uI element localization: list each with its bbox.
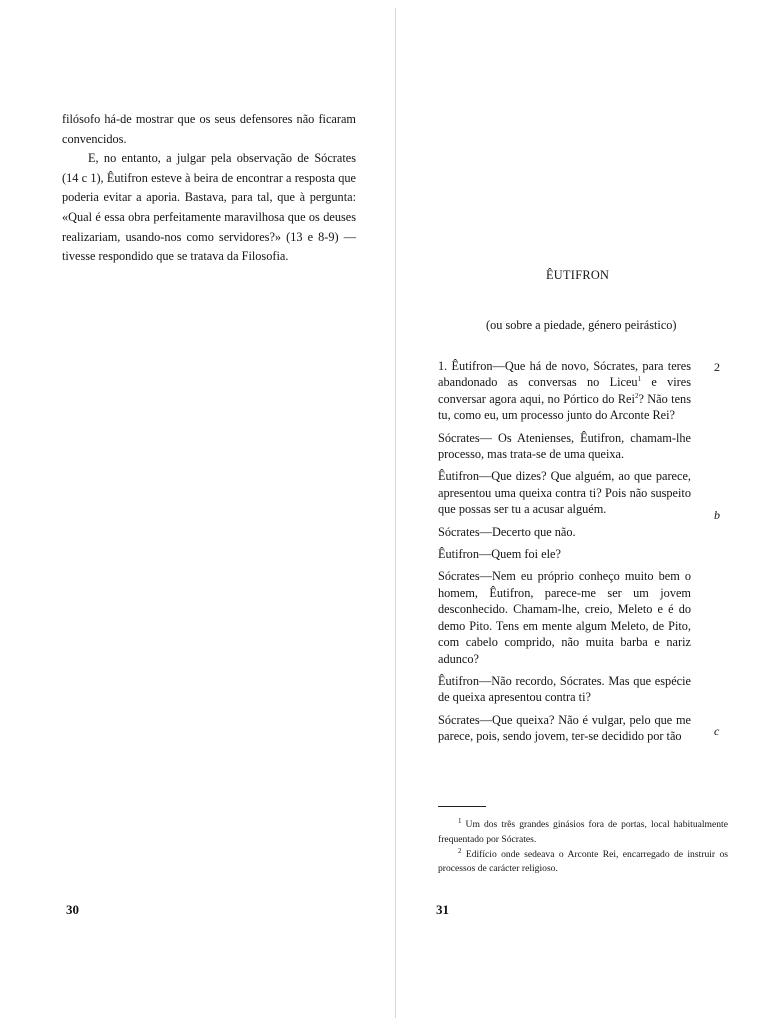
speech-5 (438, 546, 691, 562)
footnote-2 (438, 848, 728, 878)
speaker-name: Êutifron (438, 469, 479, 484)
dialogue-text (438, 358, 691, 751)
margin-marker-b: b (714, 508, 720, 522)
speech-text: Que há de novo, Sócrates, para teres abandonado as conversas no Liceu (438, 359, 692, 390)
dialogue-subtitle: (ou sobre a piedade, género peirástico) (486, 318, 677, 332)
speaker-name: Êutifron (451, 359, 493, 373)
speech-6 (438, 568, 691, 666)
speaker-name: Sócrates (438, 569, 480, 584)
speech-4 (438, 524, 691, 540)
page-number-right: 31 (436, 902, 449, 917)
speech-text-cont: ? Não tens tu, como eu, um processo junto do Arconte Rei? (438, 391, 691, 423)
dialogue-title: ÊUTIFRON (546, 268, 610, 282)
speaker-separator: — (479, 712, 492, 727)
speaker-name: Sócrates (438, 430, 480, 445)
speaker-separator: — (478, 673, 492, 688)
right-page (396, 0, 768, 1024)
margin-marker-c: c (714, 724, 720, 738)
footnote-ref-2: 2 (634, 391, 639, 400)
speech-text: Não recordo, Sócrates. Mas que espécie de queixa apresentou contra ti? (438, 673, 691, 705)
footnotes (438, 818, 728, 877)
speech-text: Quem foi ele? (491, 547, 561, 562)
speaker-name: Sócrates (438, 712, 480, 727)
speech-text: Que dizes? Que alguém, ao que parece, apresentou uma queixa contra ti? Pois não suspeito que possas ser tu a acusar alguém. (438, 469, 691, 517)
speech-text: Os Atenienses, Êutifron, chamam-lhe processo, mas trata-se de uma queixa. (438, 430, 691, 462)
footnote-text: Um dos três grandes ginásios fora de portas, local habitualmente frequentado por Sócrates. (438, 819, 728, 845)
speaker-name: Êutifron (438, 673, 479, 688)
left-page-text (62, 110, 356, 267)
speech-text: Decerto que não. (491, 524, 576, 539)
speaker-separator: — (478, 547, 492, 562)
footnote-number: 2 (458, 846, 462, 855)
section-number: 1. (438, 359, 448, 373)
left-paragraph-2: E, no entanto, a julgar pela observação de Sócrates (14 c 1), Êutifron esteve à beira de encontrar a resposta que poderia evitar a aporia. Bastava, para tal, que à pergunta: «Qual é essa obra perfeitamente maravilhosa que os deuses realizariam, usando-nos como servidores?» (13 e 8-9) — tivesse respondido que se tratava da Filosofia. (62, 151, 356, 264)
speech-text: Nem eu próprio conheço muito bem o homem, Êutifron, parece-me ser um jovem desconhecido. Chamam-lhe, creio, Meleto e é do demo Pito. Tens em mente algum Meleto, de Pito, com cabelo comprido, não muita barba e nariz adunco? (438, 569, 691, 666)
margin-marker-2: 2 (714, 360, 720, 374)
speech-1 (438, 358, 691, 424)
speaker-name: Êutifron (438, 547, 479, 562)
footnote-ref-1: 1 (637, 375, 642, 384)
speaker-separator: — (478, 469, 492, 484)
footnote-text: Edifício onde sedeava o Arconte Rei, encarregado de instruir os processos de carácter religioso. (438, 848, 728, 875)
speech-text-cont: e vires conversar agora aqui, no Pórtico do Rei (438, 375, 691, 406)
speaker-name: Sócrates (438, 524, 480, 539)
speech-text: Que queixa? Não é vulgar, pelo que me parece, pois, sendo jovem, ter-se decidido por tão (438, 712, 691, 744)
page-number-left: 30 (66, 902, 79, 917)
speaker-separator: — (479, 569, 492, 584)
footnote-number: 1 (458, 816, 462, 825)
speech-2 (438, 430, 691, 463)
speaker-separator: — (479, 430, 492, 445)
footnote-rule (438, 806, 486, 807)
speech-3 (438, 468, 691, 517)
speech-7 (438, 673, 691, 706)
footnote-1 (438, 818, 728, 848)
left-paragraph-1: filósofo há-de mostrar que os seus defensores não ficaram convencidos. (62, 112, 356, 146)
speech-8 (438, 712, 691, 745)
speaker-separator: — (479, 524, 492, 539)
speaker-separator: — (492, 359, 505, 373)
